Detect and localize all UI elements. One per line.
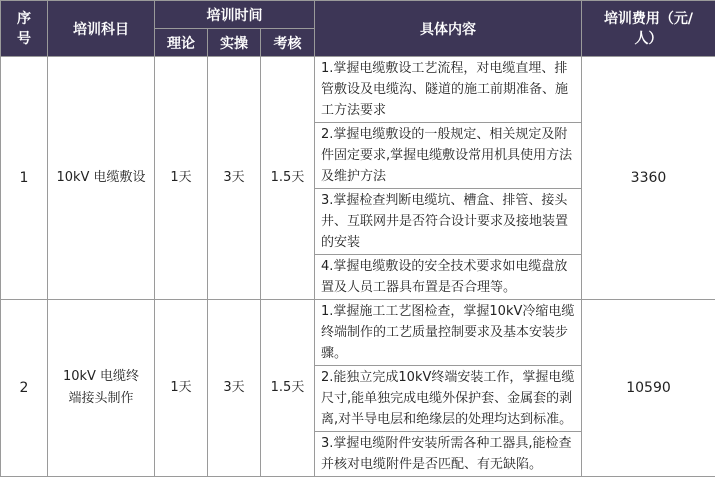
content-item: 3.掌握电缆附件安装所需各种工器具,能检查并核对电缆附件是否匹配、有无缺陷。 — [315, 432, 582, 477]
row-seq: 1 — [1, 57, 48, 300]
header-practice: 实操 — [208, 29, 261, 57]
content-item: 4.掌握电缆敷设的安全技术要求如电缆盘放置及人员工器具布置是否合理等。 — [315, 255, 582, 300]
header-subject: 培训科目 — [48, 1, 155, 57]
header-fee: 培训费用（元/人） — [582, 1, 715, 57]
content-item: 2.掌握电缆敷设的一般规定、相关规定及附件固定要求,掌握电缆敷设常用机具使用方法及维护方法 — [315, 123, 582, 189]
header-theory: 理论 — [155, 29, 208, 57]
row-fee: 3360 — [582, 57, 715, 300]
row-theory: 1天 — [155, 57, 208, 300]
row-subject: 10kV 电缆敷设 — [48, 57, 155, 300]
row-fee: 10590 — [582, 300, 715, 477]
content-item: 1.掌握电缆敷设工艺流程，对电缆直埋、排管敷设及电缆沟、隧道的施工前期准备、施工方法要求 — [315, 57, 582, 123]
header-content: 具体内容 — [315, 1, 582, 57]
table-row — [1, 57, 715, 123]
content-item: 1.掌握施工工艺图检查，掌握10kV冷缩电缆终端制作的工艺质量控制要求及基本安装步骤。 — [315, 300, 582, 366]
header-exam: 考核 — [261, 29, 315, 57]
row-exam: 1.5天 — [261, 300, 315, 477]
row-theory: 1天 — [155, 300, 208, 477]
row-exam: 1.5天 — [261, 57, 315, 300]
row-practice: 3天 — [208, 300, 261, 477]
header-seq: 序号 — [1, 1, 48, 57]
row-practice: 3天 — [208, 57, 261, 300]
content-item: 2.能独立完成10kV终端安装工作，掌握电缆尺寸,能单独完成电缆外保护套、金属套的剥离,对半导电层和绝缘层的处理均达到标准。 — [315, 366, 582, 432]
table-row — [1, 300, 715, 366]
header-time: 培训时间 — [155, 1, 315, 29]
content-item: 3.掌握检查判断电缆坑、槽盒、排管、接头井、互联网井是否符合设计要求及接地装置的安装 — [315, 189, 582, 255]
row-subject: 10kV 电缆终端接头制作 — [48, 300, 155, 477]
row-seq: 2 — [1, 300, 48, 477]
